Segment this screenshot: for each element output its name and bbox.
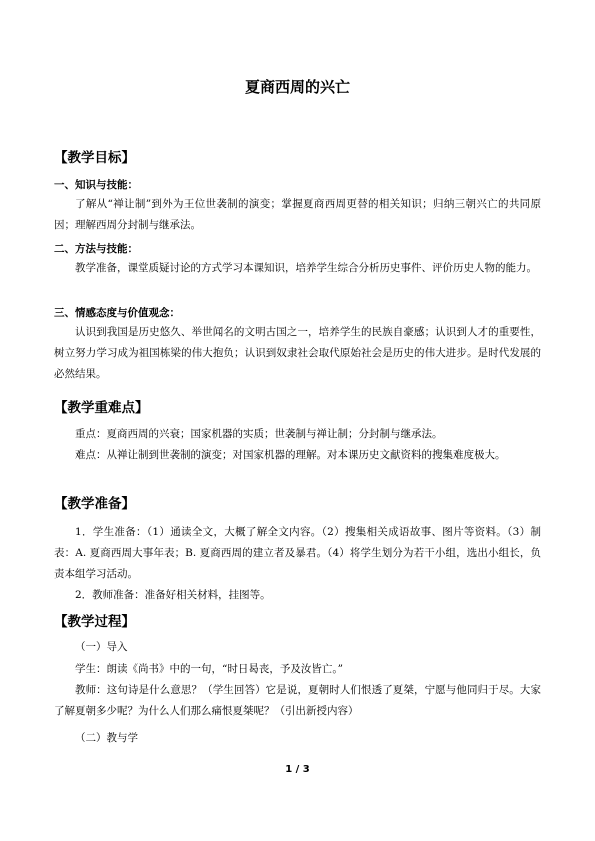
page-number: 1 / 3 bbox=[285, 764, 310, 775]
paragraph-methods: 教学准备，课堂质疑讨论的方式学习本课知识，培养学生综合分析历史事件、评价历史人物的能力。 bbox=[75, 262, 537, 274]
paragraph-teacher-preparation: 2．教师准备：准备好相关材料，挂图等。 bbox=[75, 589, 271, 601]
paragraph-emotions: 认识到我国是历史悠久、举世闻名的文明古国之一，培养学生的民族自豪感；认识到人才的重要性，树立努力学习成为祖国栋梁的伟大抱负；认识到奴隶社会取代原始社会是历史的伟大进步。是时代发展的必然结果。 bbox=[54, 326, 541, 380]
label-introduction: （一）导入 bbox=[75, 641, 128, 653]
subheading-emotions: 三、情感态度与价值观念： bbox=[54, 307, 180, 319]
paragraph-student-preparation: 1．学生准备：（1）通读全文，大概了解全文内容。（2）搜集相关成语故事、图片等资料。（3）制表：A. 夏商西周大事年表；B. 夏商西周的建立者及暴君。（4）将学生划分为若干小组，选出小组长，负责本组学习活动。 bbox=[54, 526, 541, 580]
section-heading-key-points: 【教学重难点】 bbox=[54, 400, 149, 416]
paragraph-teacher-question: 教师：这句诗是什么意思？（学生回答）它是说，夏朝时人们恨透了夏桀，宁愿与他同归于尽。大家了解夏朝多少呢？为什么人们那么痛恨夏桀呢？（引出新授内容） bbox=[54, 684, 541, 717]
paragraph-student-reading: 学生：朗读《尚书》中的一句，“时日曷丧，予及汝皆亡。” bbox=[75, 663, 343, 675]
paragraph-knowledge: 了解从“禅让制”到外为王位世袭制的演变；掌握夏商西周更替的相关知识；归纳三朝兴亡的共同原因；理解西周分封制与继承法。 bbox=[54, 198, 541, 231]
section-heading-preparation: 【教学准备】 bbox=[54, 496, 135, 512]
section-heading-objectives: 【教学目标】 bbox=[54, 150, 135, 166]
paragraph-difficult-point: 难点：从禅让制到世袭制的演变；对国家机器的理解。对本课历史文献资料的搜集难度极大。 bbox=[75, 449, 506, 461]
subheading-knowledge: 一、知识与技能： bbox=[54, 179, 138, 191]
label-teaching-learning: （二）教与学 bbox=[75, 732, 138, 744]
paragraph-key-point: 重点：夏商西周的兴衰；国家机器的实质；世袭制与禅让制；分封制与继承法。 bbox=[75, 428, 443, 440]
section-heading-process: 【教学过程】 bbox=[54, 614, 135, 630]
subheading-methods: 二、方法与技能： bbox=[54, 243, 138, 255]
document-title: 夏商西周的兴亡 bbox=[244, 78, 350, 96]
